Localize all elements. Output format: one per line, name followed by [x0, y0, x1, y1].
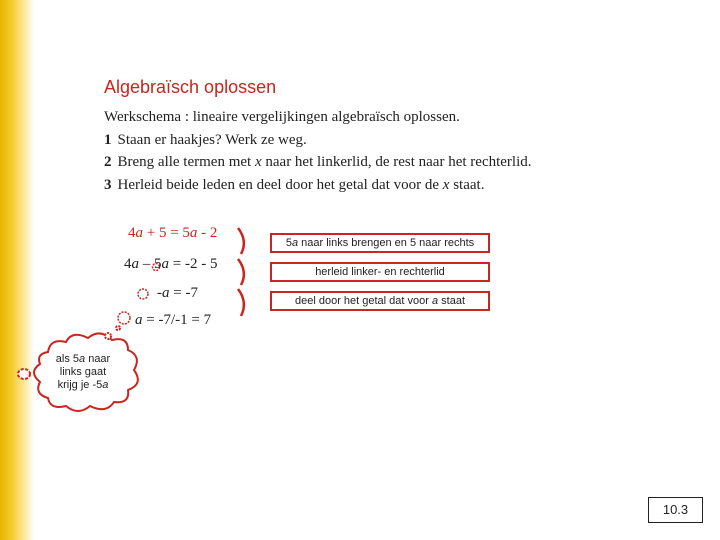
note-text: 5	[285, 237, 292, 249]
step-number: 1	[104, 131, 112, 148]
cloud-part: als 5	[55, 353, 80, 365]
step-text-end: naar het linkerlid, de rest naar het rechterlid.	[261, 154, 532, 170]
cloud-part: krijg je -5	[57, 379, 103, 391]
eq-variable: a	[135, 312, 143, 328]
page-number: 10.3	[648, 497, 703, 523]
step-text-end: staat.	[449, 176, 485, 193]
bracket-3	[238, 289, 244, 316]
note-text: naar links brengen en 5 naar rechts	[298, 237, 475, 249]
step-number: 3	[104, 176, 112, 193]
step-text: Herleid beide leden en deel door het getal dat voor de	[117, 176, 443, 193]
step-text: Breng alle termen met	[117, 154, 255, 170]
eq-variable: a	[161, 256, 169, 272]
note-text: deel door het getal dat voor	[294, 295, 432, 307]
step-variable: x	[442, 176, 450, 193]
step-text: Staan er haakjes? Werk ze weg.	[117, 131, 307, 148]
page-title: Algebraïsch oplossen	[104, 77, 277, 97]
note-text: staat	[438, 295, 465, 307]
cloud-variable: a	[102, 379, 109, 391]
scheme-step	[104, 129, 532, 152]
step-number: 2	[104, 154, 112, 170]
scheme-step	[104, 174, 532, 197]
note-box-3	[270, 291, 490, 311]
scheme-heading: Werkschema : lineaire vergelijkingen algebraïsch oplossen.	[104, 109, 460, 125]
bracket-2	[238, 259, 244, 285]
eq-part: = -7	[169, 285, 198, 301]
scheme-step	[104, 151, 532, 174]
eq-variable: a	[131, 256, 139, 272]
marker-circle	[138, 289, 148, 299]
note-box-1	[270, 233, 490, 253]
equation-2	[124, 256, 217, 273]
work-scheme	[104, 106, 532, 196]
cloud-line	[38, 353, 128, 366]
eq-part: = -2 - 5	[169, 256, 218, 272]
eq-part: - 2	[197, 225, 218, 241]
equation-3	[157, 285, 198, 302]
eq-part: 4	[124, 256, 132, 272]
cloud-line: links gaat	[59, 366, 107, 378]
note-text: herleid linker- en rechterlid	[315, 266, 445, 278]
equation-4	[135, 312, 211, 329]
cloud-variable: a	[79, 353, 86, 365]
eq-part: 4	[128, 225, 136, 241]
eq-part: + 5 = 5	[143, 225, 190, 241]
note-box-2	[270, 262, 490, 282]
cloud-text	[38, 353, 128, 392]
marker-circle	[118, 312, 130, 324]
eq-variable: a	[189, 225, 198, 241]
note-variable: a	[291, 237, 299, 249]
eq-part: -	[157, 285, 162, 301]
cloud-line	[38, 379, 128, 392]
note-variable: a	[431, 295, 439, 307]
eq-variable: a	[135, 225, 143, 241]
step-variable: x	[254, 154, 262, 170]
equation-1	[128, 225, 217, 242]
bracket-1	[238, 228, 244, 254]
eq-part: – 5	[139, 256, 162, 272]
eq-part: = -7/-1 = 7	[142, 312, 212, 328]
cloud-part: naar	[85, 353, 111, 365]
eq-variable: a	[162, 285, 170, 301]
